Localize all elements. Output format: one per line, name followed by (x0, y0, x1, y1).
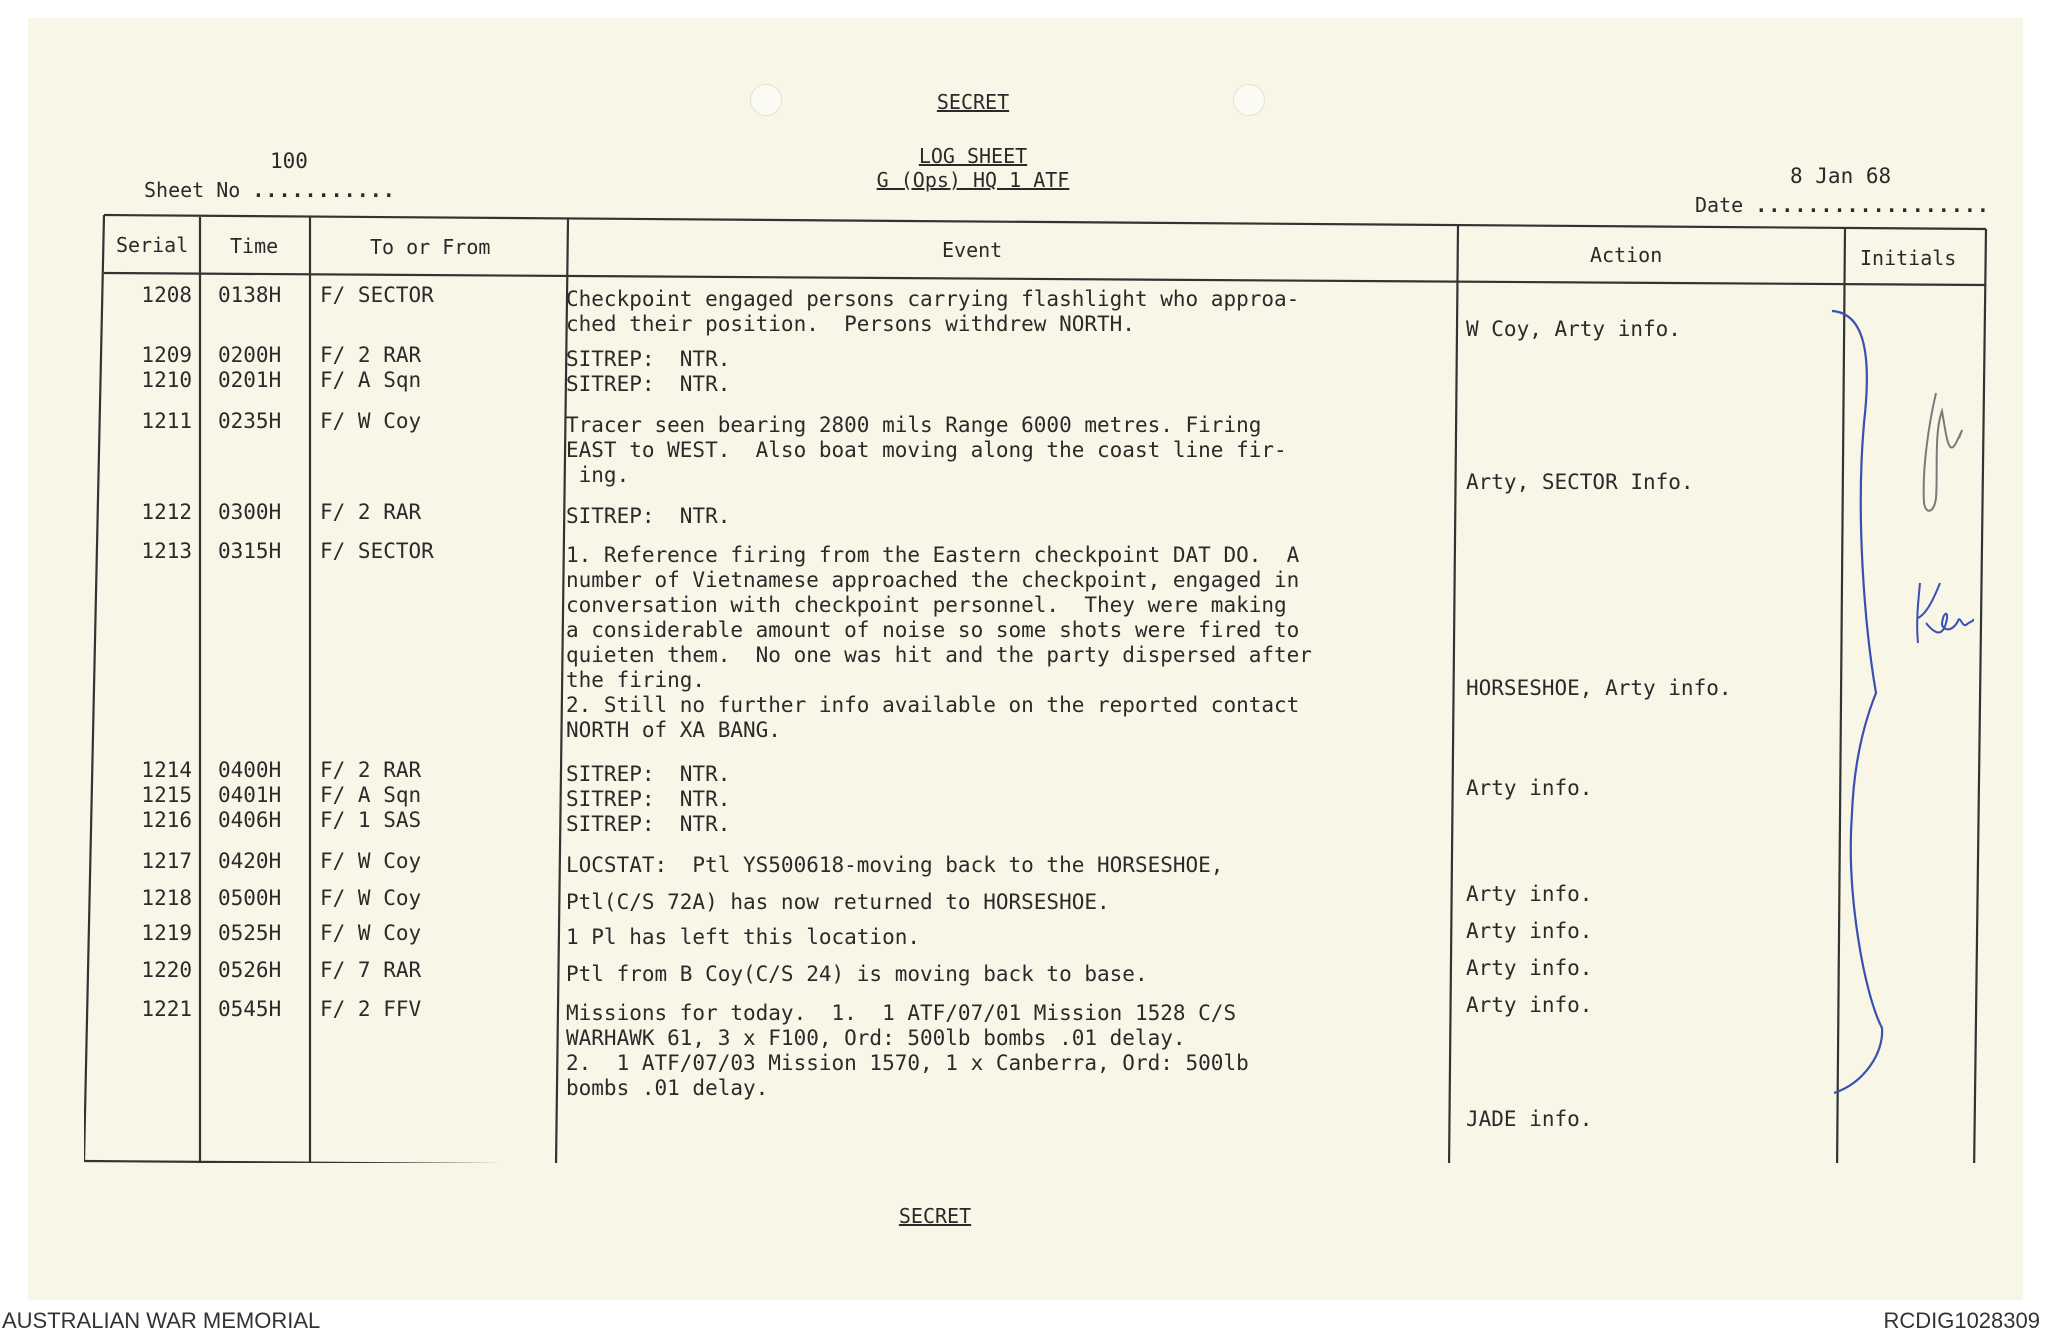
classification-bottom: SECRET (898, 1204, 972, 1228)
unit-title: G (Ops) HQ 1 ATF (876, 168, 1070, 192)
row-to-from: F/ 1 SAS (320, 808, 422, 832)
row-serial: 1208 (141, 283, 192, 307)
col-header-event: Event (942, 238, 1003, 262)
row-to-from: F/ 7 RAR (320, 958, 422, 982)
row-event: Tracer seen bearing 2800 mils Range 6000 metres. Firing EAST to WEST. Also boat moving along the coast line fir- ing. (566, 413, 1287, 487)
row-time: 0235H (218, 409, 282, 433)
row-event: SITREP: NTR. (566, 347, 731, 371)
pencil-initials (1924, 393, 1962, 511)
row-event: Checkpoint engaged persons carrying flashlight who approa- ched their position. Persons withdrew NORTH. (566, 287, 1300, 336)
row-action: Arty info. (1466, 956, 1593, 980)
row-to-from: F/ 2 RAR (320, 343, 422, 367)
row-time: 0400H (218, 758, 282, 782)
row-to-from: F/ W Coy (320, 849, 422, 873)
col-header-initials: Initials (1860, 246, 1957, 270)
row-action: JADE info. (1466, 1107, 1593, 1131)
form-title: LOG SHEET (918, 144, 1028, 168)
row-event: Ptl(C/S 72A) has now returned to HORSESHOE. (566, 890, 1110, 914)
date-value: 8 Jan 68 (1790, 164, 1892, 188)
footer-source: AUSTRALIAN WAR MEMORIAL (2, 1308, 321, 1333)
row-event: SITREP: NTR. (566, 762, 731, 786)
row-event: Missions for today. 1. 1 ATF/07/01 Mission 1528 C/S WARHAWK 61, 3 x F100, Ord: 500lb bombs .01 delay. 2. 1 ATF/07/03 Mission 1570, 1 x Canberra, Ord: 500lb bombs .01 delay. (566, 1001, 1249, 1100)
row-event: Ptl from B Coy(C/S 24) is moving back to base. (566, 962, 1148, 986)
col-header-to-from: To or From (370, 235, 491, 259)
row-time: 0138H (218, 283, 282, 307)
row-event: SITREP: NTR. (566, 504, 731, 528)
archive-footer (0, 1302, 2048, 1340)
col-header-serial: Serial (116, 233, 189, 257)
classification-top: SECRET (936, 90, 1010, 114)
row-to-from: F/ W Coy (320, 921, 422, 945)
row-to-from: F/ A Sqn (320, 368, 422, 392)
row-action: W Coy, Arty info. (1466, 317, 1681, 341)
row-action: HORSESHOE, Arty info. (1466, 676, 1732, 700)
row-action: Arty, SECTOR Info. (1466, 470, 1694, 494)
row-serial: 1210 (141, 368, 192, 392)
row-serial: 1209 (141, 343, 192, 367)
ink-initials (1917, 583, 1974, 643)
row-time: 0500H (218, 886, 282, 910)
row-serial: 1215 (141, 783, 192, 807)
row-serial: 1220 (141, 958, 192, 982)
sheet-number: Sheet No ........... (144, 178, 396, 202)
row-to-from: F/ W Coy (320, 409, 422, 433)
row-time: 0401H (218, 783, 282, 807)
row-time: 0526H (218, 958, 282, 982)
row-time: 0545H (218, 997, 282, 1021)
col-header-time: Time (230, 234, 279, 258)
row-event: SITREP: NTR. (566, 372, 731, 396)
row-time: 0300H (218, 500, 282, 524)
row-serial: 1213 (141, 539, 192, 563)
row-to-from: F/ A Sqn (320, 783, 422, 807)
row-serial: 1221 (141, 997, 192, 1021)
row-to-from: F/ 2 FFV (320, 997, 422, 1021)
row-serial: 1214 (141, 758, 192, 782)
row-serial: 1212 (141, 500, 192, 524)
row-action-secondary: Arty info. (1466, 776, 1593, 800)
row-serial: 1218 (141, 886, 192, 910)
row-time: 0525H (218, 921, 282, 945)
row-serial: 1217 (141, 849, 192, 873)
col-header-action: Action (1590, 243, 1663, 267)
row-action: Arty info. (1466, 882, 1593, 906)
row-serial: 1211 (141, 409, 192, 433)
sheet-label: Sheet No (144, 178, 241, 202)
row-event: SITREP: NTR. (566, 812, 731, 836)
row-serial: 1219 (141, 921, 192, 945)
sheet-value: 100 (270, 149, 308, 173)
row-time: 0315H (218, 539, 282, 563)
row-time: 0200H (218, 343, 282, 367)
footer-id: RCDIG1028309 (1883, 1308, 2040, 1333)
row-to-from: F/ W Coy (320, 886, 422, 910)
row-time: 0406H (218, 808, 282, 832)
date-label: Date (1695, 193, 1744, 217)
row-action: Arty info. (1466, 993, 1593, 1017)
row-to-from: F/ SECTOR (320, 283, 434, 307)
row-to-from: F/ 2 RAR (320, 758, 422, 782)
row-time: 0201H (218, 368, 282, 392)
log-table (84, 213, 1988, 1163)
row-event: LOCSTAT: Ptl YS500618-moving back to the HORSESHOE, (566, 853, 1224, 877)
row-event: 1. Reference firing from the Eastern checkpoint DAT DO. A number of Vietnamese approached the checkpoint, engaged in conversation with checkpoint personnel. They were making a considerable amount of noise so some shots were fired to quieten them. No one was hit and the party dispersed after the firing. 2. Still no further info available on the reported contact NORTH of XA BANG. (566, 543, 1312, 742)
row-action: Arty info. (1466, 919, 1593, 943)
row-time: 0420H (218, 849, 282, 873)
row-serial: 1216 (141, 808, 192, 832)
row-event: 1 Pl has left this location. (566, 925, 921, 949)
initials-bracket-icon (1824, 293, 1974, 1133)
row-to-from: F/ SECTOR (320, 539, 434, 563)
row-to-from: F/ 2 RAR (320, 500, 422, 524)
row-event: SITREP: NTR. (566, 787, 731, 811)
date-field: Date .................. (1695, 193, 1990, 217)
